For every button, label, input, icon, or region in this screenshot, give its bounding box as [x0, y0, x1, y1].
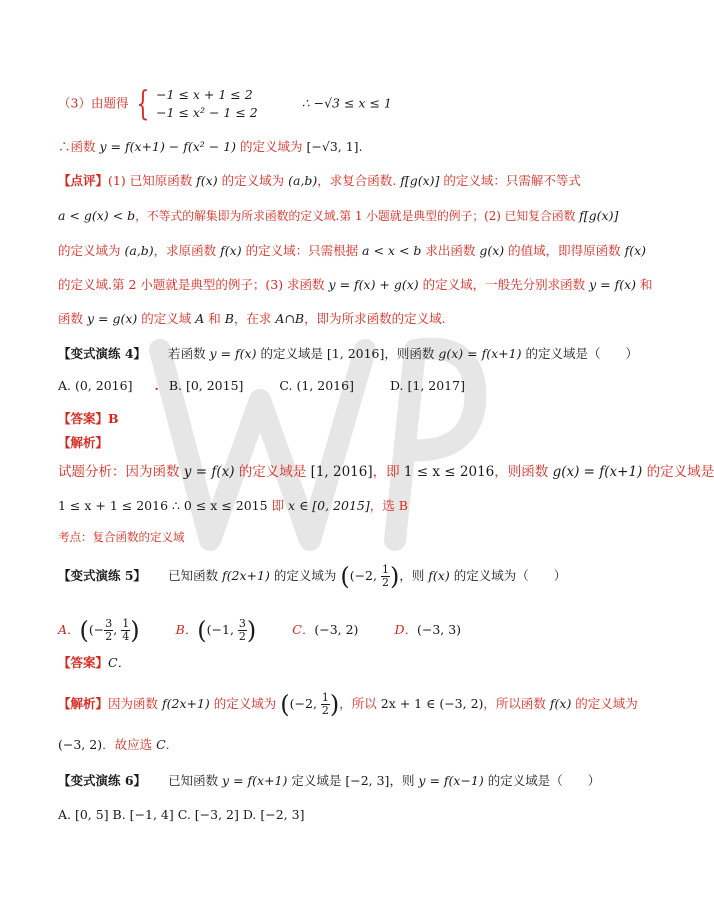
ex5-analysis-text: ．: [165, 737, 179, 752]
ex4-analysis-math: y = f(x): [183, 464, 235, 480]
fraction: [104, 618, 113, 643]
ex5-option-c: (−3, 2): [314, 622, 359, 637]
comment-text: ，即为所求函数的定义域.: [304, 311, 446, 326]
comment-math: f[g(x)]: [400, 173, 440, 188]
comment-text: 的定义域，一般先分别求函数: [418, 277, 590, 292]
comment-math: B: [224, 311, 234, 326]
ex4-analysis-text: 的定义域是: [234, 464, 311, 480]
fraction: [238, 618, 247, 643]
ex6-option-list: A. [0, 5] B. [−1, 4] C. [−3, 2] D. [−2, 3]: [58, 807, 305, 822]
ex5-text: 的定义域为: [269, 568, 341, 583]
ex4-options: [58, 377, 465, 395]
analysis-label: 【解析】: [58, 435, 109, 450]
ex5-math: f(2x+1): [222, 568, 270, 583]
ex6-label: 【变式演练 6】: [58, 773, 147, 788]
point-text: 考点：复合函数的定义域: [58, 530, 185, 544]
system-brace: {: [136, 84, 150, 124]
fraction: [321, 692, 330, 717]
ex4-analysis-1: [58, 463, 714, 481]
comment-math: A∩B: [275, 311, 305, 326]
comment-text: (1) 已知原函数: [108, 173, 197, 188]
comment-math: f[g(x)]: [579, 208, 619, 223]
comment-text: 和: [204, 311, 225, 326]
ex5-option-b: [197, 616, 257, 645]
ex4-analysis-math: 1 ≤ x + 1 ≤ 2016 ∴ 0 ≤ x ≤ 2015: [58, 498, 268, 513]
ex5-analysis-math: C: [156, 737, 166, 752]
comment-math: y = f(x) + g(x): [328, 277, 419, 292]
ex5-answer-label: 【答案】: [58, 655, 109, 670]
comment-math: f(x): [624, 243, 647, 258]
part3-line: [58, 86, 392, 122]
ex5-paren-open: (: [340, 562, 350, 591]
ex6-math: [−2, 3]: [345, 773, 390, 788]
ex4-analysis-math: [1, 2016]: [310, 464, 373, 480]
ex5-answer: [58, 654, 130, 672]
comment-math: y = f(x): [589, 277, 637, 292]
comment-text: 和: [636, 277, 653, 292]
ex4-point: [58, 528, 185, 546]
comment-text: ，在求: [233, 311, 276, 326]
ex4-text: 的定义域是: [256, 346, 327, 361]
comment-text: 的定义域.第 2 小题就是典型的例子；(3) 求函数: [58, 277, 329, 292]
ex4-analysis-text: ，则函数: [494, 464, 553, 480]
ex6-text: 定义域是: [287, 773, 346, 788]
ex4-math: [1, 2016]: [326, 346, 385, 361]
ex4-answer-value: B: [108, 411, 119, 426]
inequality-system: [156, 86, 258, 122]
comment-math: a < x < b: [362, 243, 422, 258]
ex5-math: (−2,: [349, 568, 381, 583]
inequality-1: −1 ≤ x + 1 ≤ 2: [156, 87, 253, 102]
ex5-option-d: (−3, 3): [416, 622, 462, 637]
comment-text: 求出函数: [421, 243, 480, 258]
comment-math: f(x): [220, 243, 242, 258]
ex4-analysis-text: 试题分析：因为函数: [58, 464, 184, 480]
conclusion-end: .: [358, 139, 363, 154]
ex4-analysis-math: x ∈ [0, 2015]: [288, 498, 370, 513]
conclusion-text: ∴函数: [58, 139, 100, 154]
element: (: [280, 690, 290, 719]
ex6-text: 已知函数: [168, 773, 223, 788]
element: (−: [88, 622, 105, 637]
ex4-analysis-math: 1 ≤ x ≤ 2016: [403, 464, 495, 480]
ex4-analysis-label: [58, 434, 108, 452]
comment-text: 的定义域: [137, 311, 196, 326]
ex5-analysis-text: 的定义域为: [571, 696, 638, 711]
comment-text: 的定义域：只需根据: [241, 243, 363, 258]
ex5-text: 已知函数: [168, 568, 223, 583]
ex5-analysis-math: f(x): [549, 696, 572, 711]
fraction-numerator: 3: [105, 617, 113, 630]
comment-math: a < g(x) < b: [58, 208, 136, 223]
comment-text: 函数: [58, 311, 87, 326]
comment-math: (a,b): [124, 243, 154, 258]
ex6-math: y = f(x−1): [418, 773, 484, 788]
ex5-analysis-math: f(2x+1): [162, 696, 210, 711]
ex5-option-d-label: D．: [394, 622, 417, 637]
ex4-analysis-math: g(x) = f(x+1): [552, 464, 643, 480]
ex4-option-b: [0, 2015]: [185, 378, 244, 393]
element: (: [197, 616, 207, 645]
fraction-numerator: 3: [238, 617, 246, 630]
conclusion-domain: [−√3, 1]: [306, 139, 359, 154]
inequality-2: −1 ≤ x² − 1 ≤ 2: [156, 105, 258, 120]
part3-therefore: ∴ −√3 ≤ x ≤ 1: [301, 95, 392, 111]
ex5-label: 【变式演练 5】: [58, 568, 147, 583]
fraction-denominator: 2: [381, 576, 389, 589]
ex5-analysis-text: 的定义域为: [209, 696, 281, 711]
ex4-dot: .: [154, 378, 159, 393]
ex5-analysis-label: 【解析】: [58, 696, 109, 711]
ex4-text: 的定义域是（ ）: [521, 346, 638, 361]
ex6-question: [58, 772, 600, 790]
fraction-denominator: 2: [321, 704, 329, 717]
ex4-analysis-text: ，即: [372, 464, 404, 480]
ex5-option-a-label: A．: [58, 622, 80, 637]
ex5-paren-close: ): [389, 562, 400, 591]
comment-text: 的定义域为: [58, 243, 125, 258]
fraction-numerator: 1: [122, 617, 130, 630]
fraction-denominator: 2: [105, 630, 113, 643]
ex4-math: y = f(x): [209, 346, 257, 361]
ex5-analysis-2: [58, 736, 178, 754]
element: ): [329, 690, 340, 719]
ex4-option-c: (1, 2016]: [296, 378, 354, 393]
ex5-options: [58, 618, 461, 643]
comment-text: 的定义域为: [217, 173, 289, 188]
comment-text: 的定义域：只需解不等式: [439, 173, 581, 188]
ex4-label: 【变式演练 4】: [58, 346, 147, 361]
ex4-option-a: (0, 2016]: [74, 378, 133, 393]
comment-line-5: [58, 310, 446, 328]
ex5-analysis-math: (−3, 2): [58, 737, 103, 752]
ex4-analysis-text: ，选 B: [369, 498, 408, 513]
comment-math: A: [195, 311, 205, 326]
fraction: [121, 618, 130, 643]
fraction-numerator: 1: [381, 563, 389, 576]
ex5-math: f(x): [428, 568, 450, 583]
ex4-answer-label: 【答案】: [58, 411, 109, 426]
comment-math: (a,b): [288, 173, 318, 188]
fraction-numerator: 1: [321, 691, 329, 704]
comment-text: ，求原函数: [153, 243, 221, 258]
comment-text: ，求复合函数.: [317, 173, 401, 188]
ex4-text: ，则函数: [384, 346, 439, 361]
ex4-question: [58, 345, 638, 363]
ex5-option-a: [79, 616, 140, 645]
ex4-option-d-label: D.: [389, 378, 408, 393]
ex6-text: 的定义域是（ ）: [483, 773, 601, 788]
ex5-option-c-label: C．: [292, 622, 315, 637]
comment-math: y = g(x): [86, 311, 138, 326]
ex4-math: g(x) = f(x+1): [438, 346, 522, 361]
conclusion-line: [58, 138, 363, 156]
ex4-option-d: [1, 2017]: [407, 378, 465, 393]
comment-line-3: [58, 242, 646, 260]
ex5-question: [58, 564, 566, 589]
comment-math: f(x): [196, 173, 218, 188]
ex4-answer: [58, 410, 119, 428]
fraction-denominator: 2: [238, 630, 246, 643]
ex4-analysis-2: [58, 497, 408, 515]
element: (: [79, 616, 89, 645]
comment-line-1: [58, 172, 581, 190]
ex5-analysis-text: ，所以: [339, 696, 381, 711]
ex5-text: ，则: [399, 568, 429, 583]
ex6-text: ，则: [389, 773, 419, 788]
ex4-analysis-text: 即: [267, 498, 289, 513]
conclusion-text-2: 的定义域为: [236, 139, 307, 154]
ex4-option-c-label: C.: [279, 378, 297, 393]
element: (−1,: [206, 622, 238, 637]
comment-line-4: [58, 276, 653, 294]
ex4-text: 若函数: [168, 346, 210, 361]
comment-line-2: [58, 207, 618, 225]
ex4-option-b-label: B.: [168, 378, 186, 393]
ex5-answer-value: C．: [108, 655, 131, 670]
ex4-analysis-text: 的定义域是: [642, 464, 714, 480]
ex5-option-b-label: B．: [175, 622, 198, 637]
ex5-analysis-text: ．故应选: [102, 737, 157, 752]
element: ,: [113, 622, 122, 637]
ex5-analysis-text: ，所以函数: [483, 696, 550, 711]
ex5-analysis-math: 2x + 1 ∈ (−3, 2): [380, 696, 484, 711]
comment-math: g(x): [479, 243, 505, 258]
fraction: [381, 564, 390, 589]
element: ): [246, 616, 257, 645]
ex6-math: y = f(x+1): [222, 773, 288, 788]
element: ): [130, 616, 140, 645]
conclusion-expr: y = f(x+1) − f(x² − 1): [99, 139, 237, 154]
ex5-analysis-1: [58, 692, 638, 717]
part3-prefix: （3）由题得: [58, 95, 129, 111]
ex5-text: 的定义域为（ ）: [449, 568, 567, 583]
comment-label: 【点评】: [58, 173, 109, 188]
ex4-option-a-label: A.: [58, 378, 75, 393]
fraction-denominator: 4: [122, 630, 130, 643]
comment-text: 的值域，即得原函数: [504, 243, 625, 258]
ex6-options: [58, 806, 304, 824]
ex5-analysis-text: 因为函数: [108, 696, 162, 711]
comment-text: ，不等式的解集即为所求函数的定义域.第 1 小题就是典型的例子；(2) 已知复合函数: [135, 209, 580, 223]
ex5-analysis-interval: [280, 690, 340, 719]
watermark-logo: [150, 290, 510, 590]
element: (−2,: [289, 696, 321, 711]
